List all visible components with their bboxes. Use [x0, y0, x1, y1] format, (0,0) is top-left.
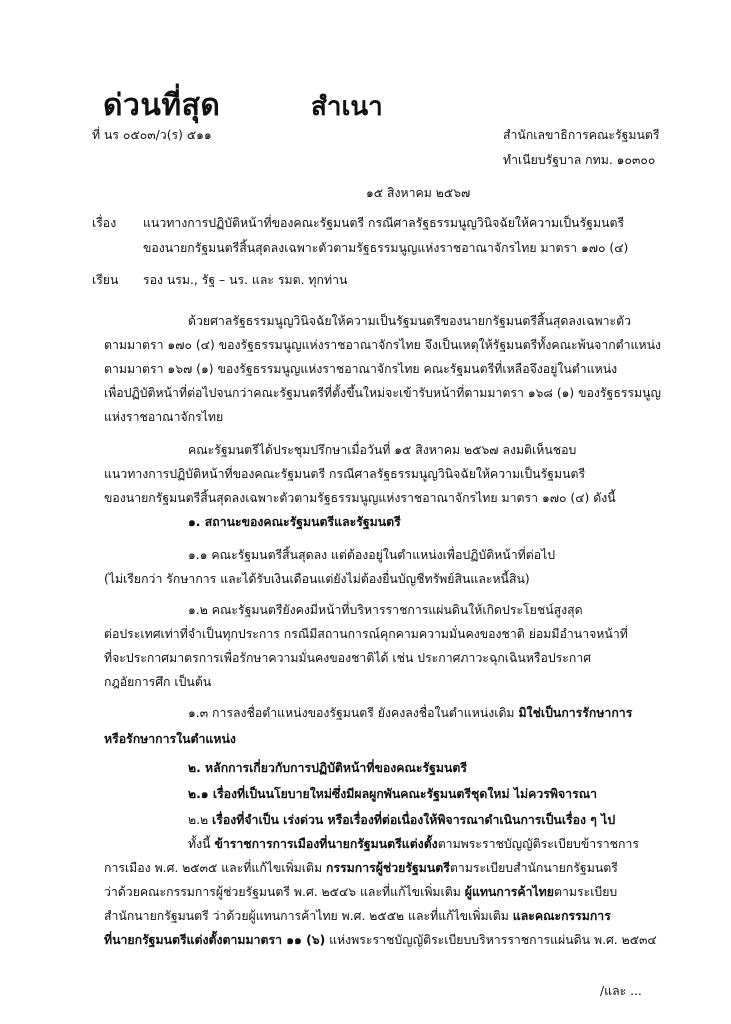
paragraph-line: แห่งราชอาณาจักรไทย: [104, 410, 224, 424]
copy-stamp: สำเนา: [311, 92, 383, 122]
item-line: [188, 705, 632, 721]
section-heading: ๑. สถานะของคณะรัฐมนตรีและรัฐมนตรี: [188, 515, 401, 529]
paragraph-line: ตามมาตรา ๑๗๐ (๔) ของรัฐธรรมนูญแห่งราชอาณาจักรไทย จึงเป็นเหตุให้รัฐมนตรีทั้งคณะพ้นจากตำแหน่ง: [104, 338, 662, 352]
text-run: แห่งพระราชบัญญัติระเบียบบริหารราชการแผ่นดิน พ.ศ. ๒๕๓๔: [325, 933, 657, 947]
item-line: ต่อประเทศเท่าที่จำเป็นทุกประการ กรณีมีสถานการณ์คุกคามความมั่นคงของชาติ ย่อมมีอำนาจหน้าที่: [104, 627, 628, 641]
paragraph-line: ด้วยศาลรัฐธรรมนูญวินิจฉัยให้ความเป็นรัฐมนตรีของนายกรัฐมนตรีสิ้นสุดลงเฉพาะตัว: [188, 314, 631, 328]
text-run: ทั้งนี้: [188, 837, 215, 851]
section-heading: ๒. หลักการเกี่ยวกับการปฏิบัติหน้าที่ของคณะรัฐมนตรี: [188, 761, 467, 775]
text-run: ตามระเบียบสำนักนายกรัฐมนตรี: [449, 861, 618, 875]
item-line: [104, 884, 617, 900]
office-address: ทำเนียบรัฐบาล กทม. ๑๐๓๐๐: [503, 153, 656, 167]
item-line: ที่จะประกาศมาตรการเพื่อรักษาความมั่นคงของชาติได้ เช่น ประกาศภาวะฉุกเฉินหรือประกาศ: [104, 651, 592, 665]
paragraph-line: คณะรัฐมนตรีได้ประชุมปรึกษาเมื่อวันที่ ๑๕ สิงหาคม ๒๕๖๗ ลงมติเห็นชอบ: [188, 443, 577, 457]
emphasis-run: และคณะกรรมการ: [512, 909, 611, 923]
emphasis-run: กรรมการผู้ช่วยรัฐมนตรี: [326, 861, 450, 875]
text-run: ตามพระราชบัญญัติระเบียบข้าราชการ: [437, 837, 639, 851]
reference-number: ที่ นร ๐๕๐๓/ว(ร) ๕๑๑: [92, 128, 212, 142]
document-date: ๑๕ สิงหาคม ๒๕๖๗: [366, 186, 471, 200]
emphasis-run: ที่นายกรัฐมนตรีแต่งตั้งตามมาตรา ๑๑ (๖): [104, 933, 326, 947]
urgency-stamp: ด่วนที่สุด: [103, 88, 221, 123]
text-run: สำนักนายกรัฐมนตรี ว่าด้วยผู้แทนการค้าไทย พ.ศ. ๒๕๕๒ และที่แก้ไขเพิ่มเติม: [104, 909, 513, 923]
text-run: ว่าด้วยคณะกรรมการผู้ช่วยรัฐมนตรี พ.ศ. ๒๕๔๖ และที่แก้ไขเพิ่มเติม: [104, 885, 465, 899]
text-run: ๒.๒: [188, 813, 213, 827]
paragraph-line: ตามมาตรา ๑๖๗ (๑) ของรัฐธรรมนูญแห่งราชอาณาจักรไทย คณะรัฐมนตรีที่เหลือจึงอยู่ในตำแหน่ง: [104, 362, 618, 376]
item-line: หรือรักษาการในตำแหน่ง: [104, 732, 236, 746]
item-line: [188, 812, 615, 828]
item-line: ๒.๑ เรื่องที่เป็นนโยบายใหม่ซึ่งมีผลผูกพันคณะรัฐมนตรีชุดใหม่ ไม่ควรพิจารณา: [188, 787, 598, 801]
item-line: [104, 908, 611, 924]
item-line: [104, 860, 618, 876]
text-run: ๑.๓ การลงชื่อตำแหน่งของรัฐมนตรี ยังคงลงชื่อในตำแหน่งเดิม: [188, 706, 519, 720]
item-line: [188, 836, 639, 852]
recipient-text: รอง นรม., รัฐ – นร. และ รมต. ทุกท่าน: [143, 273, 348, 287]
subject-line: ของนายกรัฐมนตรีสิ้นสุดลงเฉพาะตัวตามรัฐธรรมนูญแห่งราชอาณาจักรไทย มาตรา ๑๗๐ (๔): [143, 241, 629, 255]
emphasis-run: เรื่องที่จำเป็น เร่งด่วน หรือเรื่องที่ต่อเนื่องให้พิจารณาดำเนินการเป็นเรื่อง ๆ ไป: [212, 813, 616, 827]
subject-line: แนวทางการปฏิบัติหน้าที่ของคณะรัฐมนตรี กรณีศาลรัฐธรรมนูญวินิจฉัยให้ความเป็นรัฐมนตรี: [143, 216, 625, 230]
emphasis-run: มิใช่เป็นการรักษาการ: [518, 706, 633, 720]
item-line: ๑.๒ คณะรัฐมนตรียังคงมีหน้าที่บริหารราชการแผ่นดินให้เกิดประโยชน์สูงสุด: [188, 603, 583, 617]
text-run: การเมือง พ.ศ. ๒๕๓๕ และที่แก้ไขเพิ่มเติม: [104, 861, 326, 875]
item-line: ๑.๑ คณะรัฐมนตรีสิ้นสุดลง แต่ต้องอยู่ในตำแหน่งเพื่อปฏิบัติหน้าที่ต่อไป: [188, 548, 556, 562]
issuing-office: สำนักเลขาธิการคณะรัฐมนตรี: [503, 128, 660, 142]
text-run: ตามระเบียบ: [553, 885, 618, 899]
emphasis-run: ข้าราชการการเมืองที่นายกรัฐมนตรีแต่งตั้ง: [214, 837, 438, 851]
item-line: (ไม่เรียกว่า รักษาการ และได้รับเงินเดือนแต่ยังไม่ต้องยื่นบัญชีทรัพย์สินและหนี้สิน): [104, 572, 530, 586]
recipient-label: เรียน: [92, 273, 119, 287]
subject-label: เรื่อง: [92, 216, 117, 230]
item-line: กฎอัยการศึก เป็นต้น: [104, 675, 212, 689]
continuation-marker: /และ ...: [600, 984, 642, 998]
paragraph-line: แนวทางการปฏิบัติหน้าที่ของคณะรัฐมนตรี กรณีศาลรัฐธรรมนูญวินิจฉัยให้ความเป็นรัฐมนตรี: [104, 467, 586, 481]
item-line: [104, 932, 657, 948]
paragraph-line: เพื่อปฏิบัติหน้าที่ต่อไปจนกว่าคณะรัฐมนตรีที่ตั้งขึ้นใหม่จะเข้ารับหน้าที่ตามมาตรา ๑๖๘ (๑) ของรัฐธรรมนูญ: [104, 386, 662, 400]
paragraph-line: ของนายกรัฐมนตรีสิ้นสุดลงเฉพาะตัวตามรัฐธรรมนูญแห่งราชอาณาจักรไทย มาตรา ๑๗๐ (๔) ดังนี้: [104, 491, 616, 505]
emphasis-run: ผู้แทนการค้าไทย: [464, 885, 554, 899]
